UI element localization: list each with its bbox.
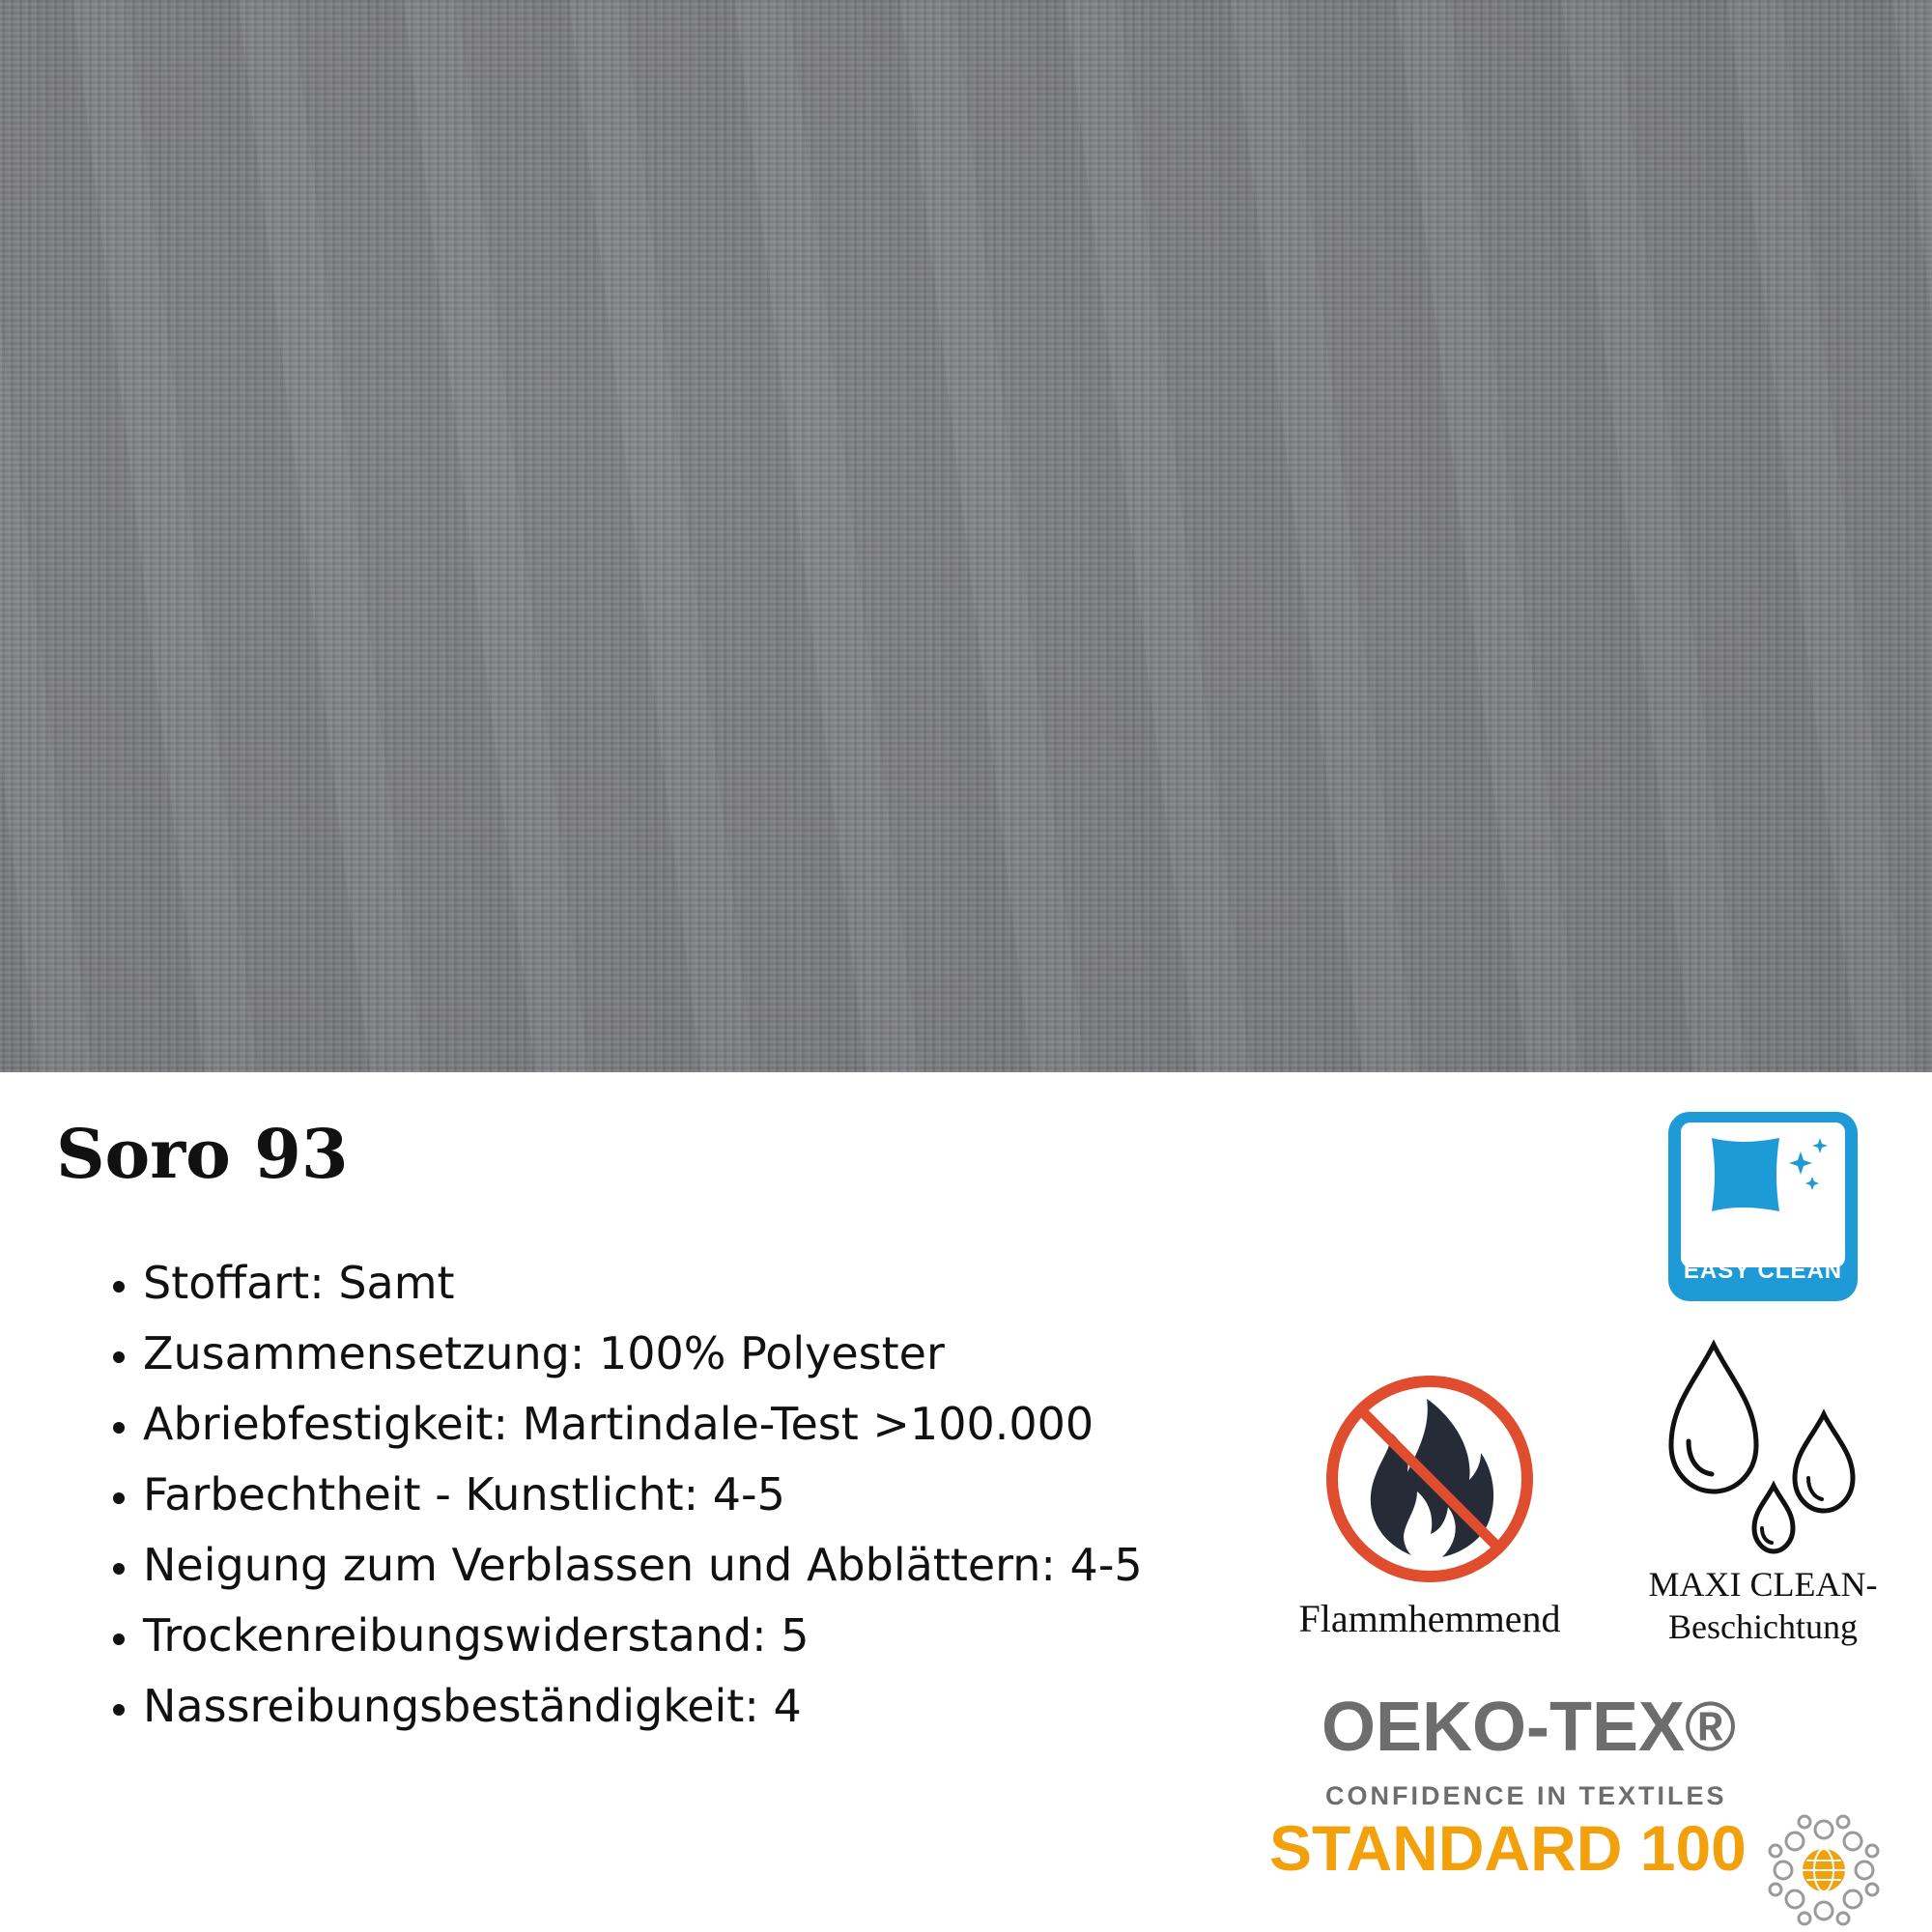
maxi-clean-label-line2: Beschichtung [1668, 1607, 1858, 1646]
spec-item: • Stoffart: Samt [143, 1248, 1143, 1319]
product-title: Soro 93 [56, 1114, 349, 1194]
spec-item: • Neigung zum Verblassen und Abblättern: 4-5 [143, 1530, 1143, 1601]
spec-item: • Trockenreibungswiderstand: 5 [143, 1601, 1143, 1671]
easy-clean-label: EASY CLEAN [1683, 1258, 1843, 1284]
oeko-tex-emblem-icon [1764, 1810, 1884, 1930]
flame-retardant-label: Flammhemmend [1298, 1597, 1561, 1640]
spec-item: • Abriebfestigkeit: Martindale-Test >100.000 [143, 1389, 1143, 1460]
spec-list [97, 1248, 1143, 1742]
spec-item: • Zusammensetzung: 100% Polyester [143, 1319, 1143, 1389]
water-drops-icon [1660, 1337, 1868, 1565]
oeko-tex-brand-name: OEKO-TEX [1321, 1689, 1686, 1766]
oeko-tex-tagline: CONFIDENCE IN TEXTILES [1325, 1781, 1727, 1810]
oeko-tex-logo [1265, 1689, 1903, 1915]
easy-clean-badge [1665, 1109, 1861, 1304]
no-flame-icon [1322, 1372, 1537, 1586]
oeko-tex-brand [1321, 1689, 1737, 1766]
oeko-tex-standard: STANDARD 100 [1269, 1812, 1747, 1884]
oeko-tex-registered-mark: ® [1685, 1689, 1737, 1766]
spec-item: • Nassreibungsbeständigkeit: 4 [143, 1671, 1143, 1742]
maxi-clean-label [1623, 1563, 1903, 1648]
spec-item: • Farbechtheit - Kunstlicht: 4-5 [143, 1460, 1143, 1530]
maxi-clean-label-line1: MAXI CLEAN- [1648, 1565, 1878, 1604]
